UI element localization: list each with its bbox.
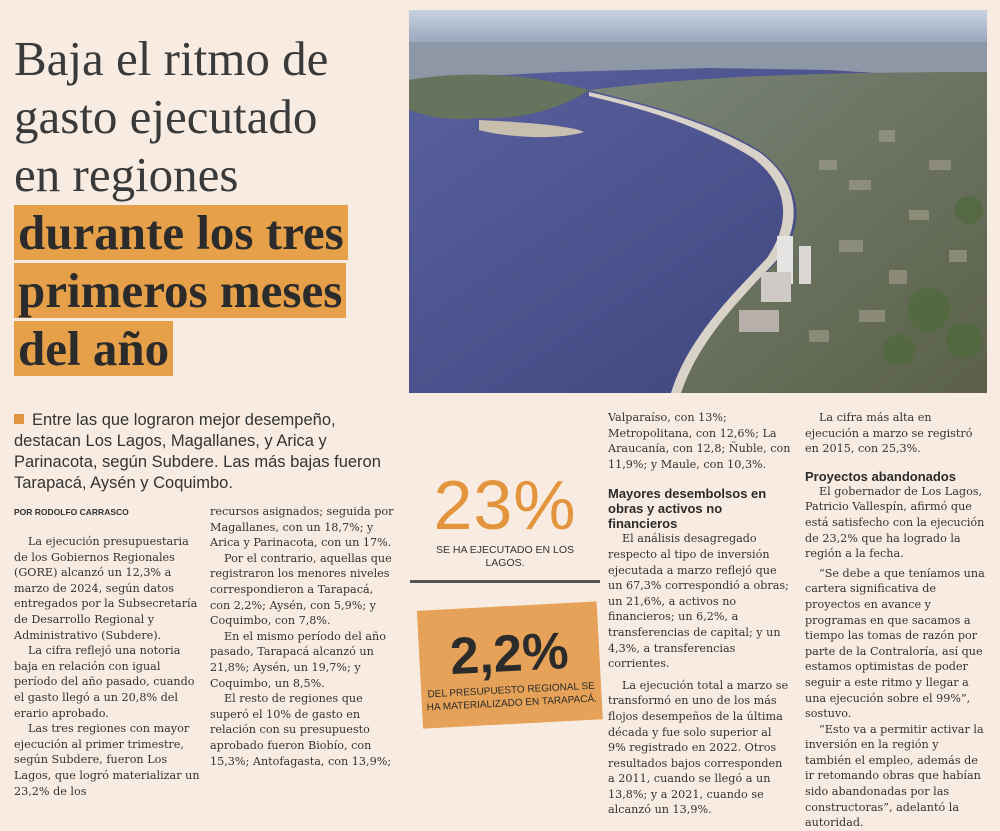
- article-column-1: [14, 534, 200, 799]
- paragraph: El gobernador de Los Lagos, Patricio Vallespín, afirmó que está satisfecho con la ejecución de 23,2% que ha logrado la región a la fecha.: [805, 484, 985, 561]
- stat-caption: SE HA EJECUTADO EN LOS LAGOS.: [435, 544, 575, 569]
- paragraph: Las tres regiones con mayor ejecución al primer trimestre, según Subdere, fueron Los Lagos, que logró materializar un 23,2% de los: [14, 722, 200, 798]
- paragraph: En el mismo período del año pasado, Tarapacá alcanzó un 21,8%; Aysén, un 19,7%; y Coquimbo, un 8,5%.: [210, 629, 386, 690]
- paragraph: recursos asignados; seguida por Magallanes, con un 18,7%; y Arica y Parinacota, con un 17%.: [210, 505, 394, 550]
- bullet-square-icon: [14, 414, 24, 424]
- article-column-2: [210, 504, 396, 769]
- paragraph: El análisis desagregado respecto al tipo de inversión ejecutada a marzo reflejó que un 67,3% correspondió a obras; un 21,6%, a activos no financieros; un 6,2%, a transferencias de capital; y un 4,3%, a transferencias corrientes.: [608, 532, 789, 671]
- headline: [14, 30, 404, 378]
- lede-text: Entre las que lograron mejor desempeño, destacan Los Lagos, Magallanes, y Arica y Parinacota, según Subdere. Las más bajas fueron Tarapacá, Aysén y Coquimbo.: [14, 411, 381, 492]
- aerial-city-photo: [409, 10, 987, 393]
- paragraph: Valparaíso, con 13%; Metropolitana, con 12,6%; La Araucanía, con 12,8; Ñuble, con 11,9%; y Maule, con 10,3%.: [608, 411, 791, 471]
- stat-los-lagos: [410, 466, 600, 570]
- divider: [410, 580, 600, 583]
- paragraph: “Esto va a permitir activar la inversión en la región y también el empleo, además de ir retomando obras que habían sido abandonadas por las constructoras”, adelantó la autoridad.: [805, 722, 984, 830]
- headline-line-3: en regiones: [14, 147, 239, 202]
- aerial-photo-illustration: [409, 10, 987, 393]
- lede-summary: [14, 410, 394, 494]
- paragraph: La ejecución presupuestaria de los Gobiernos Regionales (GORE) alcanzó un 12,3% a marzo de 2024, según datos entregados por la Subsecretaría de Desarrollo Regional y Administrativo (Subdere).: [14, 535, 198, 642]
- stat-caption: DEL PRESUPUESTO REGIONAL SE HA MATERIALIZADO EN TARAPACÁ.: [426, 680, 598, 714]
- stat-tarapaca: [417, 601, 605, 734]
- paragraph: “Se debe a que teníamos una cartera significativa de proyectos en avance y programas en que sacamos a tiempo las tomas de razón por parte de la Contraloría, así que estamos optimistas de poder seguir a este ritmo y llegar a una ejecución sobre el 99%”, sostuvo.: [805, 566, 985, 721]
- article-column-3: [608, 410, 792, 818]
- headline-highlight: durante los tres primeros meses del año: [14, 205, 348, 376]
- byline: POR RODOLFO CARRASCO: [14, 507, 129, 517]
- paragraph: La cifra más alta en ejecución a marzo se registró en 2015, con 25,3%.: [805, 411, 973, 456]
- headline-line-2: gasto ejecutado: [14, 89, 318, 144]
- section-heading: Mayores desembolsos en obras y activos no financieros: [608, 486, 767, 532]
- paragraph: La ejecución total a marzo se transformó en uno de los más flojos desempeños de la última década y fue solo superior al 9% registrado en 2022. Otros resultados bajos corresponden a 2011, cuando se llegó a un 13,8%; y a 2021, cuando se alcanzó un 13,9%.: [608, 678, 789, 817]
- section-heading: Proyectos abandonados: [805, 468, 956, 484]
- paragraph: La cifra reflejó una notoria baja en relación con igual período del año pasado, cuando el gasto llegó a un 20,8% del erario aprobado.: [14, 644, 195, 720]
- paragraph: Por el contrario, aquellas que registraron los menores niveles correspondieron a Tarapacá, con 2,2%; Aysén, con 5,9%; y Coquimbo, con 7,8%.: [210, 551, 392, 628]
- stat-value: 23%: [433, 466, 577, 544]
- paragraph: El resto de regiones que superó el 10% de gasto en relación con su presupuesto aprobado fueron Biobío, con 15,3%; Antofagasta, con 13,9%;: [210, 692, 392, 768]
- headline-line-1: Baja el ritmo de: [14, 31, 329, 86]
- stat-value: 2,2%: [448, 622, 570, 687]
